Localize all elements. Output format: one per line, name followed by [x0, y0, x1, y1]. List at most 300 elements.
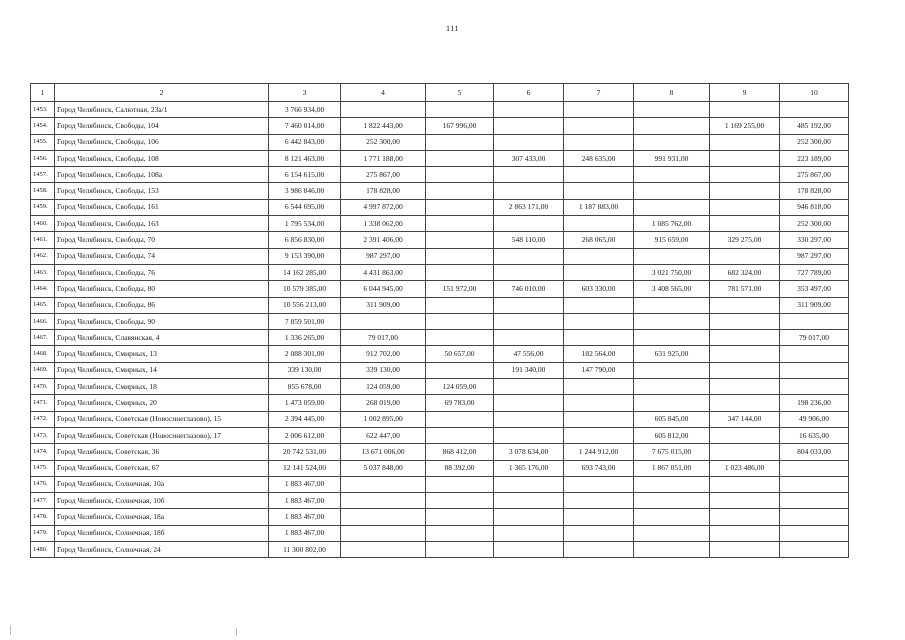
- table-row: [31, 476, 849, 492]
- col-9-value: [710, 493, 780, 509]
- col-4-value: 252 300,00: [341, 134, 426, 150]
- col-5-value: [426, 167, 494, 183]
- row-number: 1478.: [31, 509, 55, 525]
- address: Город Челябинск, Свободы, 80: [55, 281, 269, 297]
- row-number: 1460.: [31, 216, 55, 232]
- row-number: 1455.: [31, 134, 55, 150]
- col-10-value: 252 300,00: [780, 216, 849, 232]
- col-3-value: 12 141 524,00: [269, 460, 341, 476]
- col-4-value: 339 130,00: [341, 362, 426, 378]
- col-6-value: [494, 248, 564, 264]
- address: Город Челябинск, Солнечная, 10а: [55, 476, 269, 492]
- col-6-value: 2 863 171,00: [494, 199, 564, 215]
- row-number: 1470.: [31, 379, 55, 395]
- row-number: 1454.: [31, 118, 55, 134]
- col-8-value: [634, 493, 710, 509]
- col-10-value: [780, 313, 849, 329]
- col-5-value: [426, 232, 494, 248]
- table-row: [31, 118, 849, 134]
- col-7-value: [564, 248, 634, 264]
- col-5-value: [426, 509, 494, 525]
- col-9-value: [710, 362, 780, 378]
- col-9-value: [710, 444, 780, 460]
- col-3-value: 10 579 385,00: [269, 281, 341, 297]
- col-6-value: [494, 216, 564, 232]
- col-10-value: [780, 379, 849, 395]
- col-4-value: 13 671 006,00: [341, 444, 426, 460]
- col-8-value: [634, 395, 710, 411]
- col-4-value: 1 822 443,00: [341, 118, 426, 134]
- col-6-value: [494, 395, 564, 411]
- col-9-value: [710, 525, 780, 541]
- table-row: [31, 395, 849, 411]
- col-8-value: [634, 183, 710, 199]
- table-row: [31, 427, 849, 443]
- address: Город Челябинск, Свободы, 86: [55, 297, 269, 313]
- row-number: 1474.: [31, 444, 55, 460]
- col-4-value: 622 447,00: [341, 427, 426, 443]
- col-3-value: 1 883 467,00: [269, 476, 341, 492]
- row-number: 1459.: [31, 199, 55, 215]
- col-10-value: 49 906,00: [780, 411, 849, 427]
- col-10-value: 178 828,00: [780, 183, 849, 199]
- col-7-value: [564, 216, 634, 232]
- col-10-value: 79 017,00: [780, 330, 849, 346]
- col-4-value: 912 702,00: [341, 346, 426, 362]
- table-row: [31, 346, 849, 362]
- col-6-value: 47 556,00: [494, 346, 564, 362]
- col-10-value: 353 497,00: [780, 281, 849, 297]
- row-number: 1461.: [31, 232, 55, 248]
- table-row: [31, 313, 849, 329]
- col-3-value: 3 766 934,00: [269, 102, 341, 118]
- col-4-value: [341, 493, 426, 509]
- col-5-value: [426, 216, 494, 232]
- col-5-value: [426, 313, 494, 329]
- col-6-value: [494, 427, 564, 443]
- col-8-value: [634, 167, 710, 183]
- table-row: [31, 379, 849, 395]
- col-7-value: [564, 183, 634, 199]
- col-3-value: 1 883 467,00: [269, 493, 341, 509]
- col-5-value: 88 392,00: [426, 460, 494, 476]
- table-row: [31, 281, 849, 297]
- address: Город Челябинск, Свободы, 153: [55, 183, 269, 199]
- col-6-value: [494, 379, 564, 395]
- address: Город Челябинск, Солнечная, 24: [55, 542, 269, 558]
- col-9-value: 1 023 486,00: [710, 460, 780, 476]
- table-body: [31, 84, 849, 558]
- col-3-value: 7 460 014,00: [269, 118, 341, 134]
- col-10-value: [780, 525, 849, 541]
- col-10-value: 727 789,00: [780, 264, 849, 280]
- col-6-value: 548 110,00: [494, 232, 564, 248]
- row-number: 1472.: [31, 411, 55, 427]
- col-5-value: [426, 362, 494, 378]
- col-3-value: 1 883 467,00: [269, 509, 341, 525]
- col-6-value: 1 365 176,00: [494, 460, 564, 476]
- col-10-value: 330 297,00: [780, 232, 849, 248]
- address: Город Челябинск, Славянская, 4: [55, 330, 269, 346]
- col-3-value: 10 556 213,00: [269, 297, 341, 313]
- column-header: 2: [55, 84, 269, 102]
- col-3-value: 9 153 390,00: [269, 248, 341, 264]
- col-5-value: [426, 248, 494, 264]
- col-3-value: 1 473 059,00: [269, 395, 341, 411]
- row-number: 1479.: [31, 525, 55, 541]
- col-5-value: [426, 330, 494, 346]
- address: Город Челябинск, Свободы, 161: [55, 199, 269, 215]
- address: Город Челябинск, Смирных, 20: [55, 395, 269, 411]
- col-6-value: 191 340,00: [494, 362, 564, 378]
- address: Город Челябинск, Свободы, 108а: [55, 167, 269, 183]
- column-header: 6: [494, 84, 564, 102]
- column-header: 8: [634, 84, 710, 102]
- col-3-value: 6 154 615,00: [269, 167, 341, 183]
- col-4-value: 268 019,00: [341, 395, 426, 411]
- table-row: [31, 493, 849, 509]
- col-9-value: [710, 395, 780, 411]
- row-number: 1469.: [31, 362, 55, 378]
- col-10-value: 946 818,00: [780, 199, 849, 215]
- col-10-value: 311 909,00: [780, 297, 849, 313]
- col-7-value: [564, 102, 634, 118]
- col-8-value: [634, 102, 710, 118]
- col-6-value: [494, 102, 564, 118]
- col-7-value: 693 743,00: [564, 460, 634, 476]
- col-4-value: [341, 525, 426, 541]
- table-row: [31, 264, 849, 280]
- table-row: [31, 444, 849, 460]
- col-5-value: [426, 297, 494, 313]
- col-7-value: [564, 476, 634, 492]
- address: Город Челябинск, Солнечная, 10б: [55, 493, 269, 509]
- data-table: [30, 83, 849, 558]
- col-9-value: 1 169 255,00: [710, 118, 780, 134]
- col-7-value: [564, 493, 634, 509]
- col-4-value: 275 867,00: [341, 167, 426, 183]
- col-3-value: 6 856 830,00: [269, 232, 341, 248]
- table-row: [31, 167, 849, 183]
- col-7-value: 268 065,00: [564, 232, 634, 248]
- col-7-value: [564, 134, 634, 150]
- address: Город Челябинск, Свободы, 104: [55, 118, 269, 134]
- col-5-value: [426, 427, 494, 443]
- col-9-value: [710, 313, 780, 329]
- col-4-value: [341, 313, 426, 329]
- table-row: [31, 183, 849, 199]
- col-4-value: 4 431 863,00: [341, 264, 426, 280]
- col-8-value: [634, 313, 710, 329]
- col-6-value: [494, 297, 564, 313]
- col-8-value: 7 675 015,00: [634, 444, 710, 460]
- col-3-value: 7 859 501,00: [269, 313, 341, 329]
- col-8-value: [634, 362, 710, 378]
- col-8-value: 1 867 051,00: [634, 460, 710, 476]
- col-7-value: [564, 167, 634, 183]
- address: Город Челябинск, Советская, 36: [55, 444, 269, 460]
- col-8-value: [634, 509, 710, 525]
- col-8-value: 605 845,00: [634, 411, 710, 427]
- col-3-value: 855 678,00: [269, 379, 341, 395]
- col-5-value: 868 412,00: [426, 444, 494, 460]
- col-3-value: 6 442 843,00: [269, 134, 341, 150]
- col-4-value: 79 017,00: [341, 330, 426, 346]
- col-4-value: 311 909,00: [341, 297, 426, 313]
- table-row: [31, 411, 849, 427]
- row-number: 1463.: [31, 264, 55, 280]
- col-5-value: [426, 183, 494, 199]
- col-4-value: [341, 476, 426, 492]
- col-6-value: [494, 476, 564, 492]
- table-row: [31, 216, 849, 232]
- col-3-value: 1 883 467,00: [269, 525, 341, 541]
- col-5-value: 50 657,00: [426, 346, 494, 362]
- table-header-row: [31, 84, 849, 102]
- col-9-value: [710, 248, 780, 264]
- col-9-value: 329 275,00: [710, 232, 780, 248]
- col-8-value: [634, 248, 710, 264]
- col-3-value: 1 795 534,00: [269, 216, 341, 232]
- col-4-value: 1 338 062,00: [341, 216, 426, 232]
- col-3-value: 20 742 531,00: [269, 444, 341, 460]
- row-number: 1475.: [31, 460, 55, 476]
- col-8-value: [634, 199, 710, 215]
- col-5-value: [426, 150, 494, 166]
- col-9-value: [710, 542, 780, 558]
- col-9-value: [710, 346, 780, 362]
- table-row: [31, 330, 849, 346]
- col-10-value: 485 192,00: [780, 118, 849, 134]
- col-4-value: 124 059,00: [341, 379, 426, 395]
- row-number: 1467.: [31, 330, 55, 346]
- col-10-value: [780, 346, 849, 362]
- col-10-value: [780, 493, 849, 509]
- table-row: [31, 232, 849, 248]
- col-4-value: 5 037 848,00: [341, 460, 426, 476]
- col-7-value: [564, 395, 634, 411]
- col-7-value: [564, 542, 634, 558]
- col-8-value: 3 021 750,00: [634, 264, 710, 280]
- col-8-value: [634, 379, 710, 395]
- table-row: [31, 248, 849, 264]
- col-7-value: [564, 330, 634, 346]
- col-5-value: [426, 542, 494, 558]
- col-6-value: [494, 330, 564, 346]
- col-7-value: [564, 118, 634, 134]
- col-5-value: [426, 411, 494, 427]
- col-3-value: 2 006 612,00: [269, 427, 341, 443]
- col-3-value: 14 162 285,00: [269, 264, 341, 280]
- col-10-value: 987 297,00: [780, 248, 849, 264]
- col-10-value: 223 189,00: [780, 150, 849, 166]
- col-4-value: 987 297,00: [341, 248, 426, 264]
- col-10-value: [780, 102, 849, 118]
- col-3-value: 1 336 265,00: [269, 330, 341, 346]
- row-number: 1456.: [31, 150, 55, 166]
- col-9-value: 347 144,00: [710, 411, 780, 427]
- address: Город Челябинск, Свободы, 90: [55, 313, 269, 329]
- col-6-value: [494, 118, 564, 134]
- col-5-value: 69 783,00: [426, 395, 494, 411]
- col-10-value: 252 300,00: [780, 134, 849, 150]
- address: Город Челябинск, Советская (Новосинеглазово), 17: [55, 427, 269, 443]
- col-4-value: 178 828,00: [341, 183, 426, 199]
- col-9-value: [710, 199, 780, 215]
- col-8-value: 915 659,00: [634, 232, 710, 248]
- col-6-value: [494, 183, 564, 199]
- col-6-value: [494, 313, 564, 329]
- col-9-value: [710, 167, 780, 183]
- col-9-value: [710, 427, 780, 443]
- row-number: 1465.: [31, 297, 55, 313]
- col-8-value: 3 408 565,00: [634, 281, 710, 297]
- row-number: 1464.: [31, 281, 55, 297]
- col-5-value: [426, 264, 494, 280]
- row-number: 1476.: [31, 476, 55, 492]
- col-6-value: 746 010,00: [494, 281, 564, 297]
- col-10-value: [780, 476, 849, 492]
- col-10-value: 275 867,00: [780, 167, 849, 183]
- col-5-value: [426, 525, 494, 541]
- col-3-value: 11 300 802,00: [269, 542, 341, 558]
- page-number: 111: [446, 24, 459, 33]
- col-7-value: 182 564,00: [564, 346, 634, 362]
- col-6-value: [494, 411, 564, 427]
- address: Город Челябинск, Свободы, 70: [55, 232, 269, 248]
- table-row: [31, 102, 849, 118]
- col-6-value: 3 078 634,00: [494, 444, 564, 460]
- col-10-value: [780, 542, 849, 558]
- col-5-value: [426, 102, 494, 118]
- col-8-value: [634, 542, 710, 558]
- margin-mark: [10, 625, 11, 635]
- col-6-value: [494, 134, 564, 150]
- table-row: [31, 199, 849, 215]
- col-8-value: [634, 330, 710, 346]
- col-9-value: [710, 330, 780, 346]
- address: Город Челябинск, Смирных, 18: [55, 379, 269, 395]
- col-7-value: [564, 313, 634, 329]
- address: Город Челябинск, Солнечная, 18а: [55, 509, 269, 525]
- col-5-value: [426, 199, 494, 215]
- address: Город Челябинск, Солнечная, 18б: [55, 525, 269, 541]
- col-7-value: [564, 427, 634, 443]
- col-9-value: [710, 476, 780, 492]
- col-9-value: [710, 102, 780, 118]
- col-7-value: 147 790,00: [564, 362, 634, 378]
- address: Город Челябинск, Смирных, 14: [55, 362, 269, 378]
- col-5-value: [426, 476, 494, 492]
- col-8-value: 631 925,00: [634, 346, 710, 362]
- table-row: [31, 134, 849, 150]
- col-4-value: 2 391 406,00: [341, 232, 426, 248]
- col-4-value: 1 002 895,00: [341, 411, 426, 427]
- col-6-value: [494, 525, 564, 541]
- row-number: 1473.: [31, 427, 55, 443]
- col-9-value: 781 571,00: [710, 281, 780, 297]
- col-8-value: [634, 297, 710, 313]
- table-row: [31, 362, 849, 378]
- address: Город Челябинск, Свободы, 108: [55, 150, 269, 166]
- col-9-value: [710, 509, 780, 525]
- table-row: [31, 297, 849, 313]
- col-10-value: 198 236,00: [780, 395, 849, 411]
- row-number: 1468.: [31, 346, 55, 362]
- col-8-value: 605 812,00: [634, 427, 710, 443]
- table-row: [31, 542, 849, 558]
- address: Город Челябинск, Свободы, 76: [55, 264, 269, 280]
- address: Город Челябинск, Советская, 67: [55, 460, 269, 476]
- col-7-value: [564, 379, 634, 395]
- col-6-value: 307 433,00: [494, 150, 564, 166]
- col-3-value: 2 394 445,00: [269, 411, 341, 427]
- col-5-value: [426, 493, 494, 509]
- col-6-value: [494, 542, 564, 558]
- col-6-value: [494, 264, 564, 280]
- col-10-value: [780, 460, 849, 476]
- address: Город Челябинск, Свободы, 163: [55, 216, 269, 232]
- col-9-value: [710, 216, 780, 232]
- row-number: 1477.: [31, 493, 55, 509]
- col-9-value: [710, 134, 780, 150]
- column-header: 9: [710, 84, 780, 102]
- col-4-value: [341, 102, 426, 118]
- col-4-value: 4 997 872,00: [341, 199, 426, 215]
- address: Город Челябинск, Смирных, 13: [55, 346, 269, 362]
- address: Город Челябинск, Свободы, 74: [55, 248, 269, 264]
- table-row: [31, 509, 849, 525]
- col-9-value: [710, 297, 780, 313]
- row-number: 1458.: [31, 183, 55, 199]
- row-number: 1466.: [31, 313, 55, 329]
- col-9-value: [710, 183, 780, 199]
- col-10-value: 16 635,00: [780, 427, 849, 443]
- column-header: 1: [31, 84, 55, 102]
- col-5-value: [426, 134, 494, 150]
- col-4-value: 6 044 945,00: [341, 281, 426, 297]
- col-7-value: [564, 411, 634, 427]
- address: Город Челябинск, Свободы, 106: [55, 134, 269, 150]
- table-row: [31, 150, 849, 166]
- col-8-value: [634, 118, 710, 134]
- col-10-value: [780, 362, 849, 378]
- col-10-value: 804 033,00: [780, 444, 849, 460]
- col-3-value: 2 088 301,00: [269, 346, 341, 362]
- col-7-value: 1 187 883,00: [564, 199, 634, 215]
- col-5-value: 167 996,00: [426, 118, 494, 134]
- column-header: 10: [780, 84, 849, 102]
- col-6-value: [494, 509, 564, 525]
- col-8-value: [634, 476, 710, 492]
- col-9-value: [710, 150, 780, 166]
- col-4-value: [341, 542, 426, 558]
- col-3-value: 8 121 463,00: [269, 150, 341, 166]
- column-header: 7: [564, 84, 634, 102]
- col-6-value: [494, 493, 564, 509]
- row-number: 1453.: [31, 102, 55, 118]
- table-row: [31, 460, 849, 476]
- margin-mark: [236, 628, 237, 636]
- col-9-value: 682 324,00: [710, 264, 780, 280]
- col-4-value: [341, 509, 426, 525]
- col-7-value: [564, 525, 634, 541]
- row-number: 1457.: [31, 167, 55, 183]
- col-7-value: [564, 264, 634, 280]
- row-number: 1462.: [31, 248, 55, 264]
- address: Город Челябинск, Советская (Новосинеглазово), 15: [55, 411, 269, 427]
- col-6-value: [494, 167, 564, 183]
